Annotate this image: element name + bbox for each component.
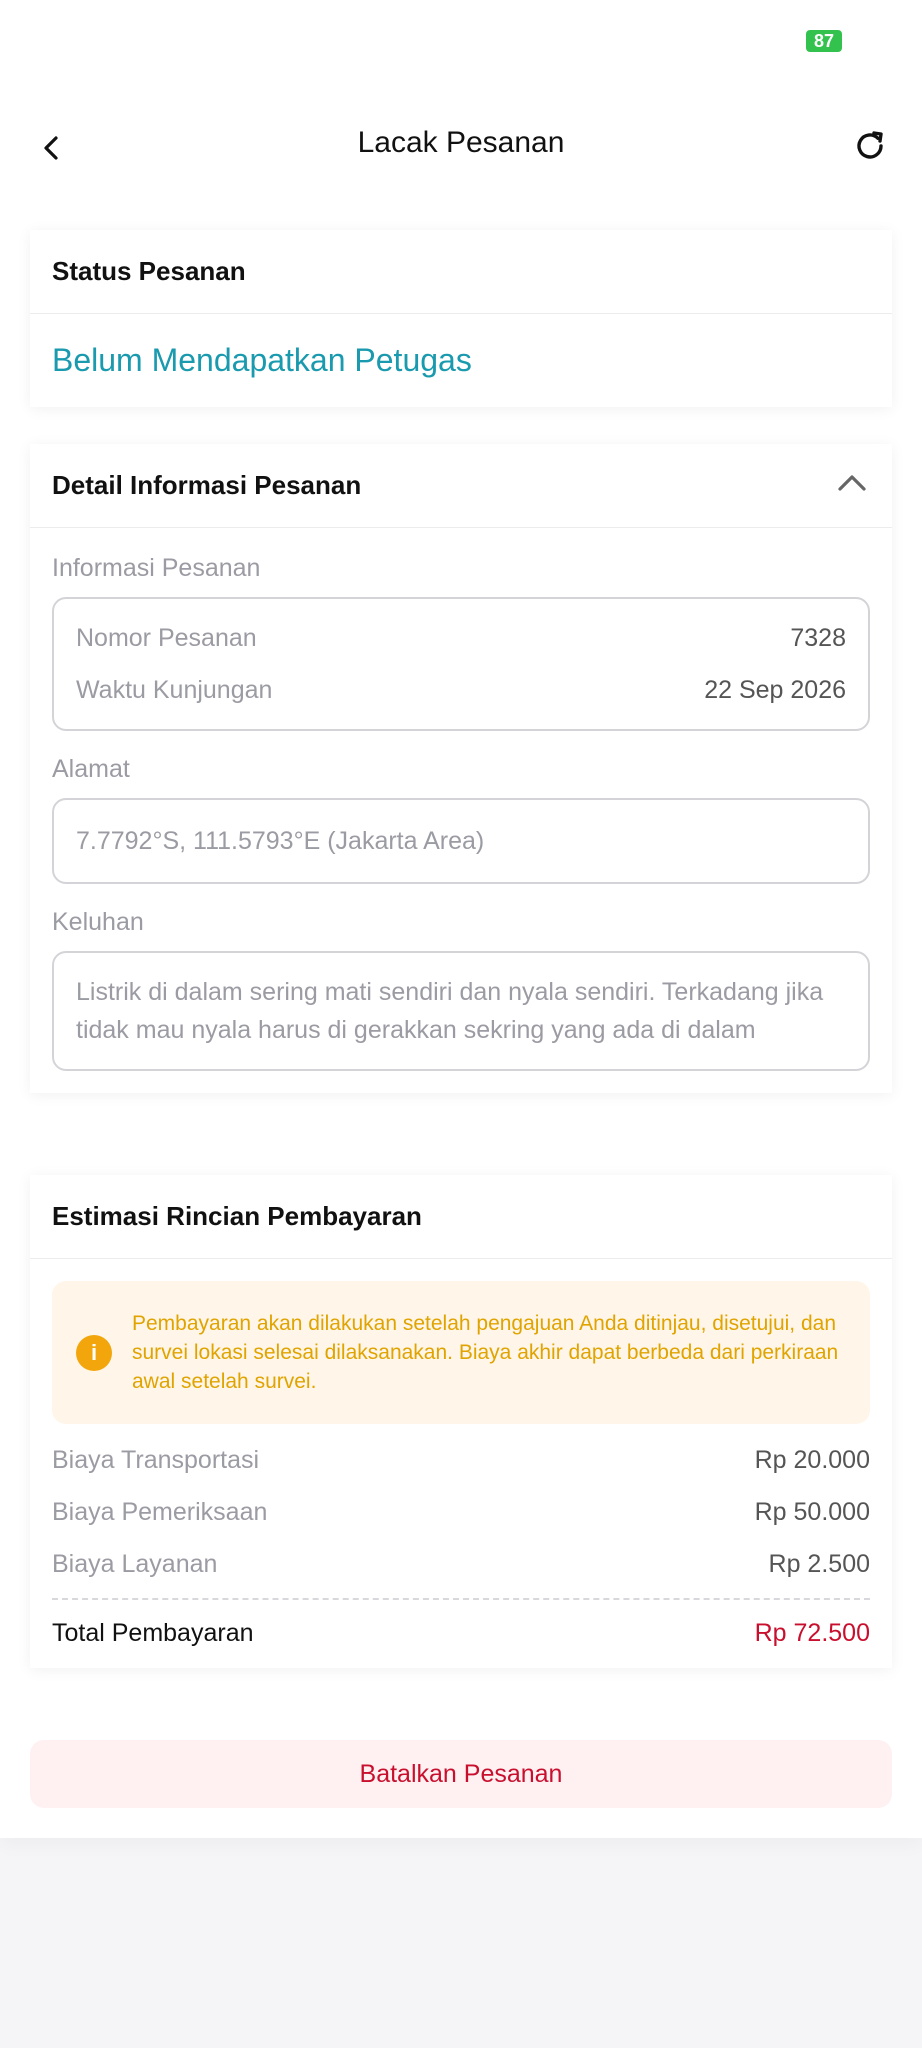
payment-card-header [30,1175,892,1259]
status-card [30,230,892,407]
detail-card-header[interactable] [30,444,892,528]
order-status-text: Belum Mendapatkan Petugas [52,342,472,378]
address-label: Alamat [52,755,130,783]
visit-time-row [76,669,846,711]
fee-row-service [30,1538,892,1590]
status-bar [806,30,842,52]
battery-indicator: 87 [806,30,842,52]
chevron-up-icon[interactable] [834,465,870,506]
cancel-order-button[interactable]: Batalkan Pesanan [30,1740,892,1808]
fee-amount: Rp 50.000 [754,1497,870,1526]
page-title: Lacak Pesanan [357,126,565,159]
total-amount: Rp 72.500 [754,1618,870,1647]
payment-card [30,1175,892,1668]
refresh-icon[interactable] [850,126,890,166]
address-value: 7.7792°S, 111.5793°E (Jakarta Area) [76,827,485,855]
order-number-key: Nomor Pesanan [76,623,257,652]
order-number-value: 7328 [790,623,846,652]
fee-amount: Rp 20.000 [754,1445,870,1474]
total-label: Total Pembayaran [52,1618,254,1647]
status-card-title: Status Pesanan [52,256,246,286]
complaint-box [52,951,870,1071]
fee-list [30,1434,892,1590]
visit-time-value: 22 Sep 2026 [704,675,846,704]
fee-amount: Rp 2.500 [768,1549,870,1578]
detail-card [30,444,892,1093]
order-number-row [76,617,846,659]
detail-card-title: Detail Informasi Pesanan [52,470,362,500]
info-icon: i [76,1335,112,1371]
address-box [52,798,870,884]
complaint-value: Listrik di dalam sering mati sendiri dan nyala sendiri. Terkadang jika tidak mau nyala harus di gerakkan sekring yang ada di dalam [76,978,824,1044]
payment-notice-text: Pembayaran akan dilakukan setelah pengajuan Anda ditinjau, disetujui, dan survei lokasi selesai dilaksanakan. Biaya akhir dapat berbeda dari perkiraan awal setelah survei. [132,1312,839,1393]
order-info-label: Informasi Pesanan [52,554,261,582]
order-info-box [52,597,870,731]
total-row [30,1600,892,1666]
fee-label: Biaya Pemeriksaan [52,1497,268,1526]
fee-row-transport [30,1434,892,1486]
fee-label: Biaya Layanan [52,1549,218,1578]
payment-notice [52,1281,870,1424]
fee-label: Biaya Transportasi [52,1445,260,1474]
payment-card-title: Estimasi Rincian Pembayaran [52,1201,422,1231]
status-card-header [30,230,892,314]
visit-time-key: Waktu Kunjungan [76,675,273,704]
complaint-label: Keluhan [52,908,144,936]
header [0,112,922,182]
fee-row-inspection [30,1486,892,1538]
